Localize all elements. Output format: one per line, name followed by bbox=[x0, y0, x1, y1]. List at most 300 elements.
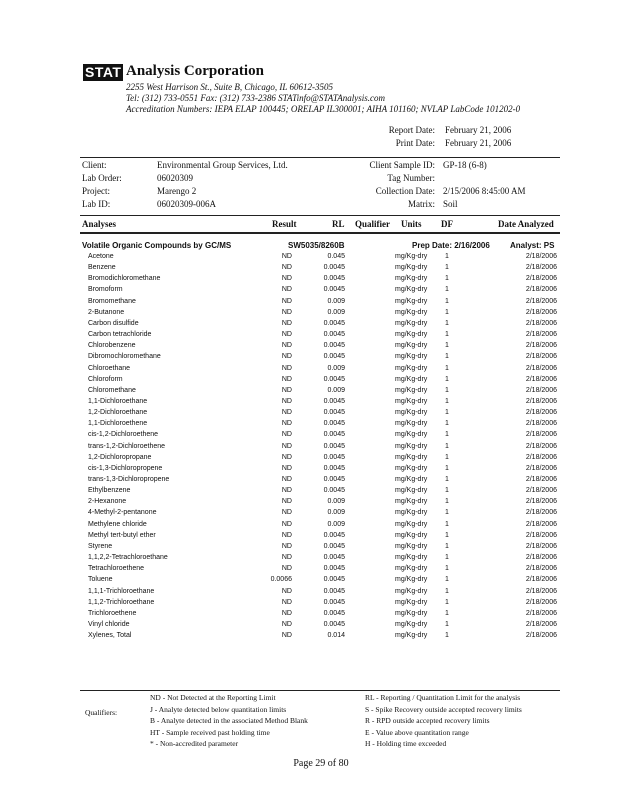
table-row bbox=[0, 409, 642, 420]
stat-logo: STAT bbox=[85, 64, 122, 80]
table-row bbox=[0, 554, 642, 565]
result-value: ND bbox=[281, 620, 292, 628]
result-value: ND bbox=[281, 598, 292, 606]
result-value: ND bbox=[281, 609, 292, 617]
date-analyzed: 2/18/2006 bbox=[525, 542, 557, 550]
df-value: 1 bbox=[445, 364, 449, 372]
units-value: mg/Kg-dry bbox=[395, 520, 428, 528]
lab-id-value: 06020309-006A bbox=[157, 199, 216, 209]
analyte-name: Trichloroethene bbox=[88, 609, 137, 617]
divider bbox=[80, 215, 560, 216]
table-row bbox=[0, 632, 642, 643]
qualifier-definition: E - Value above quantitation range bbox=[365, 727, 469, 737]
result-value: 0.0066 bbox=[270, 576, 292, 584]
date-analyzed: 2/18/2006 bbox=[525, 297, 557, 305]
units-value: mg/Kg-dry bbox=[395, 476, 428, 483]
print-date-value: February 21, 2006 bbox=[445, 138, 512, 148]
result-value: ND bbox=[281, 476, 292, 483]
col-analyses: Analyses bbox=[82, 219, 117, 229]
units-value: mg/Kg-dry bbox=[395, 576, 428, 584]
qualifier-definition: HT - Sample received past holding time bbox=[150, 727, 270, 737]
client-sample-id-value: GP-18 (6-8) bbox=[443, 160, 487, 170]
table-row bbox=[0, 420, 642, 431]
result-value: ND bbox=[281, 319, 292, 327]
units-value: mg/Kg-dry bbox=[395, 375, 428, 383]
rl-value: 0.0045 bbox=[323, 464, 345, 472]
table-row bbox=[0, 543, 642, 554]
rl-value: 0.0045 bbox=[323, 420, 345, 428]
units-value: mg/Kg-dry bbox=[395, 587, 428, 595]
units-value: mg/Kg-dry bbox=[395, 253, 428, 260]
date-analyzed: 2/18/2006 bbox=[525, 442, 557, 450]
analyte-name: 4-Methyl-2-pentanone bbox=[88, 509, 157, 517]
df-value: 1 bbox=[445, 297, 449, 305]
result-value: ND bbox=[281, 297, 292, 305]
result-value: ND bbox=[281, 509, 292, 517]
rl-value: 0.0045 bbox=[323, 442, 345, 450]
analyte-name: Carbon disulfide bbox=[88, 319, 139, 327]
df-value: 1 bbox=[445, 319, 449, 327]
date-analyzed: 2/18/2006 bbox=[525, 275, 557, 283]
table-row bbox=[0, 342, 642, 353]
analyte-name: 1,1,1-Trichloroethane bbox=[88, 587, 155, 595]
units-value: mg/Kg-dry bbox=[395, 342, 428, 350]
units-value: mg/Kg-dry bbox=[395, 420, 428, 428]
rl-value: 0.0045 bbox=[323, 587, 345, 595]
analyte-name: cis-1,2-Dichloroethene bbox=[88, 431, 159, 439]
result-value: ND bbox=[281, 431, 292, 439]
result-value: ND bbox=[281, 632, 292, 640]
date-analyzed: 2/18/2006 bbox=[525, 264, 557, 272]
date-analyzed: 2/18/2006 bbox=[525, 509, 557, 517]
section-prep-date: Prep Date: 2/16/2006 bbox=[412, 241, 490, 250]
df-value: 1 bbox=[445, 431, 449, 439]
df-value: 1 bbox=[445, 587, 449, 595]
result-value: ND bbox=[281, 520, 292, 528]
result-value: ND bbox=[281, 442, 292, 450]
df-value: 1 bbox=[445, 397, 449, 405]
units-value: mg/Kg-dry bbox=[395, 632, 428, 640]
units-value: mg/Kg-dry bbox=[395, 286, 428, 294]
rl-value: 0.009 bbox=[327, 386, 345, 394]
date-analyzed: 2/18/2006 bbox=[525, 253, 557, 260]
table-row bbox=[0, 331, 642, 342]
result-value: ND bbox=[281, 308, 292, 316]
result-value: ND bbox=[281, 342, 292, 350]
collection-date-value: 2/15/2006 8:45:00 AM bbox=[443, 186, 526, 196]
date-analyzed: 2/18/2006 bbox=[525, 476, 557, 483]
qualifier-definition: * - Non-accredited parameter bbox=[150, 739, 239, 748]
rl-value: 0.0045 bbox=[323, 275, 345, 283]
result-value: ND bbox=[281, 420, 292, 428]
df-value: 1 bbox=[445, 409, 449, 417]
df-value: 1 bbox=[445, 286, 449, 294]
analyte-name: Styrene bbox=[88, 542, 113, 550]
rl-value: 0.009 bbox=[327, 498, 345, 506]
analyte-name: Benzene bbox=[88, 264, 116, 272]
matrix-label: Matrix: bbox=[408, 199, 435, 209]
analyte-name: 1,1-Dichloroethene bbox=[88, 420, 148, 428]
date-analyzed: 2/18/2006 bbox=[525, 531, 557, 539]
units-value: mg/Kg-dry bbox=[395, 264, 428, 272]
units-value: mg/Kg-dry bbox=[395, 397, 428, 405]
header-divider bbox=[80, 232, 560, 234]
date-analyzed: 2/18/2006 bbox=[525, 620, 557, 628]
result-value: ND bbox=[281, 353, 292, 361]
rl-value: 0.0045 bbox=[323, 531, 345, 539]
col-qualifier: Qualifier bbox=[355, 219, 390, 229]
rl-value: 0.0045 bbox=[323, 264, 345, 272]
units-value: mg/Kg-dry bbox=[395, 531, 428, 539]
df-value: 1 bbox=[445, 620, 449, 628]
client-label: Client: bbox=[82, 160, 107, 170]
rl-value: 0.014 bbox=[327, 632, 345, 640]
rl-value: 0.0045 bbox=[323, 375, 345, 383]
rl-value: 0.0045 bbox=[323, 453, 345, 461]
result-value: ND bbox=[281, 275, 292, 283]
analyte-name: trans-1,2-Dichloroethene bbox=[88, 442, 166, 450]
table-row bbox=[0, 298, 642, 309]
client-sample-id-label: Client Sample ID: bbox=[369, 160, 435, 170]
table-row bbox=[0, 476, 642, 487]
date-analyzed: 2/18/2006 bbox=[525, 554, 557, 562]
lab-order-value: 06020309 bbox=[157, 173, 193, 183]
sample-info bbox=[0, 160, 642, 215]
units-value: mg/Kg-dry bbox=[395, 598, 428, 606]
rl-value: 0.0045 bbox=[323, 353, 345, 361]
units-value: mg/Kg-dry bbox=[395, 542, 428, 550]
table-row bbox=[0, 353, 642, 364]
table-row bbox=[0, 599, 642, 610]
table-row bbox=[0, 398, 642, 409]
section-header bbox=[0, 241, 642, 252]
result-value: ND bbox=[281, 286, 292, 294]
table-row bbox=[0, 498, 642, 509]
result-value: ND bbox=[281, 253, 292, 260]
df-value: 1 bbox=[445, 386, 449, 394]
rl-value: 0.0045 bbox=[323, 342, 345, 350]
units-value: mg/Kg-dry bbox=[395, 620, 428, 628]
rl-value: 0.0045 bbox=[323, 620, 345, 628]
units-value: mg/Kg-dry bbox=[395, 487, 428, 495]
analyte-name: Chloroform bbox=[88, 375, 123, 383]
col-date-analyzed: Date Analyzed bbox=[498, 219, 554, 229]
lab-id-label: Lab ID: bbox=[82, 199, 111, 209]
date-analyzed: 2/18/2006 bbox=[525, 353, 557, 361]
result-value: ND bbox=[281, 498, 292, 506]
analyte-name: Bromoform bbox=[88, 286, 123, 294]
analyte-name: Chloroethane bbox=[88, 364, 131, 372]
table-row bbox=[0, 509, 642, 520]
units-value: mg/Kg-dry bbox=[395, 453, 428, 461]
units-value: mg/Kg-dry bbox=[395, 275, 428, 283]
result-value: ND bbox=[281, 453, 292, 461]
rl-value: 0.0045 bbox=[323, 409, 345, 417]
tag-number-label: Tag Number: bbox=[387, 173, 435, 183]
df-value: 1 bbox=[445, 609, 449, 617]
result-value: ND bbox=[281, 464, 292, 472]
date-analyzed: 2/18/2006 bbox=[525, 420, 557, 428]
df-value: 1 bbox=[445, 420, 449, 428]
qualifier-definition: J - Analyte detected below quantitation limits bbox=[150, 704, 287, 714]
analyte-name: Chlorobenzene bbox=[88, 342, 136, 350]
project-label: Project: bbox=[82, 186, 110, 196]
analyte-name: 1,2-Dichloroethane bbox=[88, 409, 148, 417]
analyte-name: 1,1,2,2-Tetrachloroethane bbox=[88, 554, 168, 562]
analyte-name: 2-Butanone bbox=[88, 308, 125, 316]
analyte-name: Toluene bbox=[88, 576, 113, 584]
units-value: mg/Kg-dry bbox=[395, 554, 428, 562]
df-value: 1 bbox=[445, 487, 449, 495]
analyte-name: Ethylbenzene bbox=[88, 487, 131, 495]
df-value: 1 bbox=[445, 520, 449, 528]
table-row bbox=[0, 487, 642, 498]
date-analyzed: 2/18/2006 bbox=[525, 342, 557, 350]
units-value: mg/Kg-dry bbox=[395, 565, 428, 573]
client-value: Environmental Group Services, Ltd. bbox=[157, 160, 288, 170]
date-analyzed: 2/18/2006 bbox=[525, 520, 557, 528]
section-method: SW5035/8260B bbox=[288, 241, 345, 250]
analyte-name: Acetone bbox=[88, 253, 114, 260]
date-analyzed: 2/18/2006 bbox=[525, 364, 557, 372]
analyte-name: 1,1,2-Trichloroethane bbox=[88, 598, 155, 606]
analyte-name: 2-Hexanone bbox=[88, 498, 127, 506]
matrix-value: Soil bbox=[443, 199, 458, 209]
section-title: Volatile Organic Compounds by GC/MS bbox=[82, 241, 232, 250]
units-value: mg/Kg-dry bbox=[395, 353, 428, 361]
table-row bbox=[0, 376, 642, 387]
units-value: mg/Kg-dry bbox=[395, 297, 428, 305]
rl-value: 0.0045 bbox=[323, 576, 345, 584]
date-analyzed: 2/18/2006 bbox=[525, 587, 557, 595]
rl-value: 0.0045 bbox=[323, 565, 345, 573]
rl-value: 0.009 bbox=[327, 297, 345, 305]
analyte-name: Methyl tert-butyl ether bbox=[88, 531, 156, 539]
date-analyzed: 2/18/2006 bbox=[525, 453, 557, 461]
df-value: 1 bbox=[445, 498, 449, 506]
table-row bbox=[0, 443, 642, 454]
table-row bbox=[0, 532, 642, 543]
analyte-name: Carbon tetrachloride bbox=[88, 331, 152, 339]
df-value: 1 bbox=[445, 554, 449, 562]
df-value: 1 bbox=[445, 331, 449, 339]
analyte-name: cis-1,3-Dichloropropene bbox=[88, 464, 163, 472]
qualifier-definition: H - Holding time exceeded bbox=[365, 739, 447, 748]
rl-value: 0.0045 bbox=[323, 542, 345, 550]
df-value: 1 bbox=[445, 353, 449, 361]
units-value: mg/Kg-dry bbox=[395, 331, 428, 339]
divider bbox=[80, 157, 560, 158]
date-analyzed: 2/18/2006 bbox=[525, 632, 557, 640]
page-number: Page 29 of 80 bbox=[293, 758, 349, 769]
units-value: mg/Kg-dry bbox=[395, 498, 428, 506]
table-row bbox=[0, 286, 642, 297]
table-row bbox=[0, 320, 642, 331]
rl-value: 0.0045 bbox=[323, 598, 345, 606]
analyte-name: Bromomethane bbox=[88, 297, 136, 305]
table-row bbox=[0, 309, 642, 320]
rl-value: 0.0045 bbox=[323, 431, 345, 439]
rl-value: 0.0045 bbox=[323, 286, 345, 294]
rl-value: 0.0045 bbox=[323, 609, 345, 617]
column-headers bbox=[0, 219, 642, 231]
rl-value: 0.0045 bbox=[323, 476, 345, 483]
date-analyzed: 2/18/2006 bbox=[525, 609, 557, 617]
result-value: ND bbox=[281, 554, 292, 562]
result-value: ND bbox=[281, 587, 292, 595]
analyte-name: Vinyl chloride bbox=[88, 620, 130, 628]
section-analyst: Analyst: PS bbox=[510, 241, 555, 250]
result-value: ND bbox=[281, 409, 292, 417]
analyte-name: Xylenes, Total bbox=[88, 632, 132, 640]
result-value: ND bbox=[281, 264, 292, 272]
units-value: mg/Kg-dry bbox=[395, 308, 428, 316]
table-row bbox=[0, 431, 642, 442]
df-value: 1 bbox=[445, 576, 449, 584]
rl-value: 0.0045 bbox=[323, 554, 345, 562]
rl-value: 0.009 bbox=[327, 509, 345, 517]
company-contact: Tel: (312) 733-0551 Fax: (312) 733-2386 STATinfo@STATAnalysis.com bbox=[126, 93, 386, 103]
df-value: 1 bbox=[445, 375, 449, 383]
report-dates bbox=[0, 125, 642, 149]
col-units: Units bbox=[401, 219, 422, 229]
table-row bbox=[0, 588, 642, 599]
units-value: mg/Kg-dry bbox=[395, 609, 428, 617]
analyte-name: Chloromethane bbox=[88, 386, 136, 394]
df-value: 1 bbox=[445, 264, 449, 272]
project-value: Marengo 2 bbox=[157, 186, 197, 196]
date-analyzed: 2/18/2006 bbox=[525, 319, 557, 327]
date-analyzed: 2/18/2006 bbox=[525, 397, 557, 405]
df-value: 1 bbox=[445, 453, 449, 461]
result-value: ND bbox=[281, 364, 292, 372]
df-value: 1 bbox=[445, 542, 449, 550]
qualifier-definition: S - Spike Recovery outside accepted recovery limits bbox=[365, 704, 522, 714]
date-analyzed: 2/18/2006 bbox=[525, 308, 557, 316]
df-value: 1 bbox=[445, 632, 449, 640]
units-value: mg/Kg-dry bbox=[395, 364, 428, 372]
table-row bbox=[0, 465, 642, 476]
df-value: 1 bbox=[445, 442, 449, 450]
table-row bbox=[0, 264, 642, 275]
qualifier-definition: B - Analyte detected in the associated Method Blank bbox=[150, 716, 308, 725]
df-value: 1 bbox=[445, 509, 449, 517]
analyte-name: Tetrachloroethene bbox=[88, 565, 145, 573]
analyte-name: Bromodichloromethane bbox=[88, 275, 161, 283]
date-analyzed: 2/18/2006 bbox=[525, 598, 557, 606]
qualifier-definition: RL - Reporting / Quantitation Limit for the analysis bbox=[365, 693, 521, 702]
date-analyzed: 2/18/2006 bbox=[525, 464, 557, 472]
col-rl: RL bbox=[332, 219, 345, 229]
date-analyzed: 2/18/2006 bbox=[525, 565, 557, 573]
table-row bbox=[0, 621, 642, 632]
qualifier-definition: R - RPD outside accepted recovery limits bbox=[365, 716, 490, 725]
result-value: ND bbox=[281, 542, 292, 550]
date-analyzed: 2/18/2006 bbox=[525, 375, 557, 383]
table-row bbox=[0, 365, 642, 376]
footer-divider bbox=[80, 690, 560, 691]
accreditation-numbers: Accreditation Numbers: IEPA ELAP 100445; ORELAP IL300001; AIHA 101160; NVLAP LabCode 101202-0 bbox=[126, 104, 521, 114]
result-value: ND bbox=[281, 331, 292, 339]
qualifier-definition: ND - Not Detected at the Reporting Limit bbox=[150, 693, 276, 702]
print-date-label: Print Date: bbox=[395, 138, 435, 148]
report-date-value: February 21, 2006 bbox=[445, 125, 512, 135]
analyte-name: 1,1-Dichloroethane bbox=[88, 397, 148, 405]
date-analyzed: 2/18/2006 bbox=[525, 576, 557, 584]
result-value: ND bbox=[281, 565, 292, 573]
df-value: 1 bbox=[445, 342, 449, 350]
rl-value: 0.0045 bbox=[323, 397, 345, 405]
rl-value: 0.045 bbox=[327, 253, 345, 260]
table-row bbox=[0, 576, 642, 587]
company-address: 2255 West Harrison St., Suite B, Chicago, IL 60612-3505 bbox=[126, 82, 334, 92]
units-value: mg/Kg-dry bbox=[395, 386, 428, 394]
report-date-label: Report Date: bbox=[388, 125, 435, 135]
table-row bbox=[0, 565, 642, 576]
date-analyzed: 2/18/2006 bbox=[525, 498, 557, 506]
table-row bbox=[0, 610, 642, 621]
table-row bbox=[0, 521, 642, 532]
analyte-name: trans-1,3-Dichloropropene bbox=[88, 476, 170, 483]
df-value: 1 bbox=[445, 565, 449, 573]
result-value: ND bbox=[281, 386, 292, 394]
rl-value: 0.0045 bbox=[323, 331, 345, 339]
analyte-name: 1,2-Dichloropropane bbox=[88, 453, 152, 461]
rl-value: 0.009 bbox=[327, 308, 345, 316]
date-analyzed: 2/18/2006 bbox=[525, 487, 557, 495]
collection-date-label: Collection Date: bbox=[375, 186, 435, 196]
rl-value: 0.009 bbox=[327, 520, 345, 528]
col-df: DF bbox=[441, 219, 453, 229]
rl-value: 0.009 bbox=[327, 364, 345, 372]
units-value: mg/Kg-dry bbox=[395, 409, 428, 417]
table-row bbox=[0, 454, 642, 465]
units-value: mg/Kg-dry bbox=[395, 431, 428, 439]
df-value: 1 bbox=[445, 476, 449, 483]
result-value: ND bbox=[281, 531, 292, 539]
table-row bbox=[0, 387, 642, 398]
df-value: 1 bbox=[445, 598, 449, 606]
date-analyzed: 2/18/2006 bbox=[525, 286, 557, 294]
qualifiers-label: Qualifiers: bbox=[85, 708, 118, 717]
analyte-name: Methylene chloride bbox=[88, 520, 147, 528]
units-value: mg/Kg-dry bbox=[395, 319, 428, 327]
result-value: ND bbox=[281, 487, 292, 495]
company-name: Analysis Corporation bbox=[126, 63, 264, 79]
df-value: 1 bbox=[445, 464, 449, 472]
date-analyzed: 2/18/2006 bbox=[525, 331, 557, 339]
units-value: mg/Kg-dry bbox=[395, 464, 428, 472]
table-row bbox=[0, 275, 642, 286]
df-value: 1 bbox=[445, 308, 449, 316]
table-row bbox=[0, 253, 642, 264]
rl-value: 0.0045 bbox=[323, 319, 345, 327]
units-value: mg/Kg-dry bbox=[395, 442, 428, 450]
result-value: ND bbox=[281, 375, 292, 383]
date-analyzed: 2/18/2006 bbox=[525, 431, 557, 439]
df-value: 1 bbox=[445, 253, 449, 260]
col-result: Result bbox=[272, 219, 297, 229]
analyte-name: Dibromochloromethane bbox=[88, 353, 161, 361]
df-value: 1 bbox=[445, 531, 449, 539]
df-value: 1 bbox=[445, 275, 449, 283]
date-analyzed: 2/18/2006 bbox=[525, 409, 557, 417]
date-analyzed: 2/18/2006 bbox=[525, 386, 557, 394]
result-value: ND bbox=[281, 397, 292, 405]
rl-value: 0.0045 bbox=[323, 487, 345, 495]
lab-order-label: Lab Order: bbox=[82, 173, 122, 183]
units-value: mg/Kg-dry bbox=[395, 509, 428, 517]
